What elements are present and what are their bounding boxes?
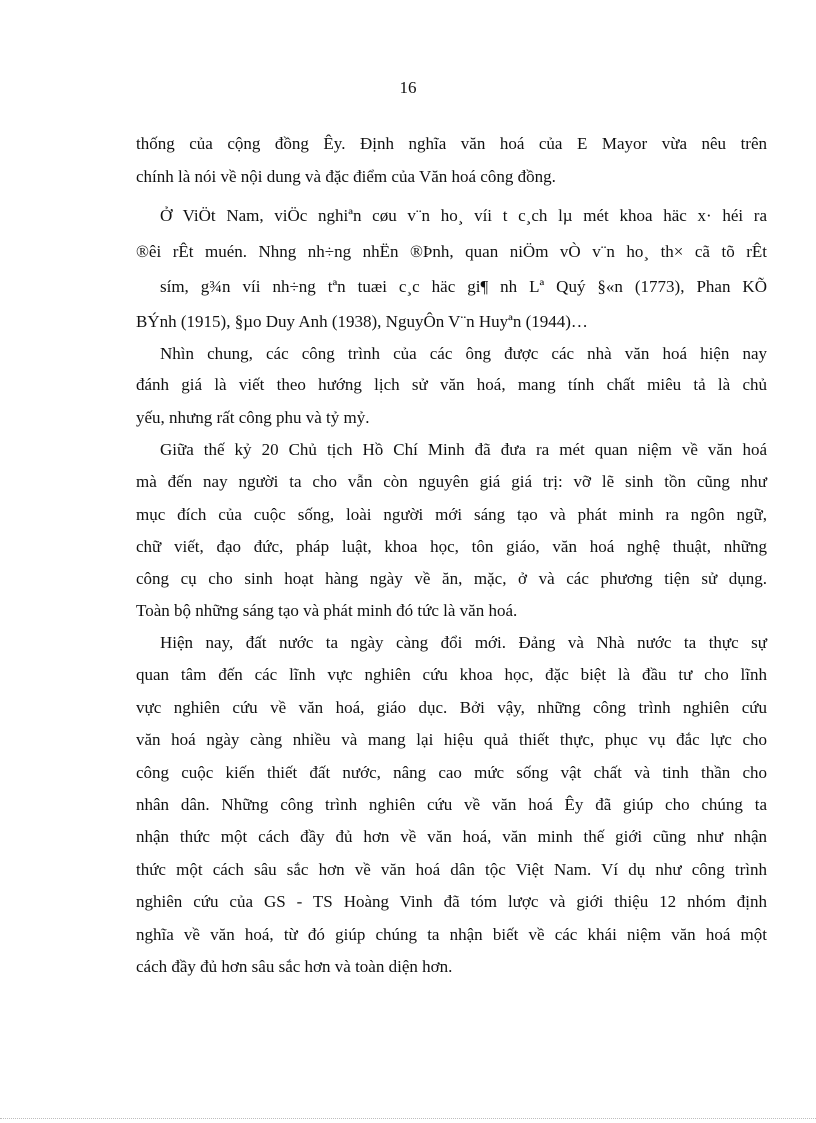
text-line-26: cách đầy đủ hơn sâu sắc hơn và toàn diện hơn. — [136, 957, 453, 976]
text-line-20: công cuộc kiến thiết đất nước, nâng cao mức sống vật chất và tinh thần cho — [136, 763, 767, 782]
text-line-21: nhân dân. Những công trình nghiên cứu về văn hoá Êy đã giúp cho chúng ta — [136, 795, 767, 814]
text-line-8: đánh giá là viết theo hướng lịch sử văn hoá, mang tính chất miêu tả là chủ — [136, 375, 767, 394]
text-line-9: yếu, nhưng rất công phu và tỷ mỷ. — [136, 408, 370, 427]
text-line-14: công cụ cho sinh hoạt hàng ngày về ăn, mặc, ở và các phương tiện sử dụng. — [136, 569, 767, 588]
text-line-4: ®êi rÊt muén. Nhng nh÷ng nhËn ®Þnh, quan niÖm vÒ v¨n ho¸ th× cã tõ rÊt — [136, 242, 767, 261]
text-line-25: nghĩa về văn hoá, từ đó giúp chúng ta nhận biết về các khái niệm văn hoá một — [136, 925, 767, 944]
text-line-22: nhận thức một cách đầy đủ hơn về văn hoá, văn minh thế giới cũng như nhận — [136, 827, 767, 846]
text-line-5: sím, g¾n víi nh÷ng tªn tuæi c¸c häc gi¶ nh Lª Quý §«n (1773), Phan KÕ — [160, 277, 767, 296]
text-line-2: chính là nói về nội dung và đặc điểm của Văn hoá công đồng. — [136, 167, 556, 186]
text-line-24: nghiên cứu của GS - TS Hoàng Vinh đã tóm lược và giới thiệu 12 nhóm định — [136, 892, 767, 911]
text-line-1: thống của cộng đồng Êy. Định nghĩa văn hoá của E Mayor vừa nêu trên — [136, 134, 767, 153]
text-line-19: văn hoá ngày càng nhiều và mang lại hiệu quả thiết thực, phục vụ đắc lực cho — [136, 730, 767, 749]
text-line-3: Ở ViÖt Nam, viÖc nghiªn cøu v¨n ho¸ víi t c¸ch lµ mét khoa häc x· héi ra — [160, 206, 767, 225]
text-line-13: chữ viết, đạo đức, pháp luật, khoa học, tôn giáo, văn hoá nghệ thuật, những — [136, 537, 767, 556]
page-number: 16 — [399, 78, 417, 97]
text-line-15: Toàn bộ những sáng tạo và phát minh đó tức là văn hoá. — [136, 601, 518, 620]
text-line-12: mục đích của cuộc sống, loài người mới sáng tạo và phát minh ra ngôn ngữ, — [136, 505, 767, 524]
text-line-10: Giữa thế kỷ 20 Chủ tịch Hồ Chí Minh đã đưa ra mét quan niệm về văn hoá — [160, 440, 767, 459]
text-line-17: quan tâm đến các lĩnh vực nghiên cứu khoa học, đặc biệt là đầu tư cho lĩnh — [136, 665, 767, 684]
text-line-11: mà đến nay người ta cho vẫn còn nguyên giá giá trị: vỡ lẽ sinh tồn cũng như — [136, 472, 767, 491]
text-line-18: vực nghiên cứu về văn hoá, giáo dục. Bởi vậy, những công trình nghiên cứu — [136, 698, 767, 717]
text-line-6: BÝnh (1915), §µo Duy Anh (1938), NguyÔn V¨n Huyªn (1944)… — [136, 312, 588, 331]
page-bottom-rule — [0, 1118, 816, 1119]
text-line-23: thức một cách sâu sắc hơn về văn hoá dân tộc Việt Nam. Ví dụ như công trình — [136, 860, 767, 879]
text-line-16: Hiện nay, đất nước ta ngày càng đổi mới. Đảng và Nhà nước ta thực sự — [160, 633, 767, 652]
text-line-7: Nhìn chung, các công trình của các ông được các nhà văn hoá hiện nay — [160, 344, 767, 363]
